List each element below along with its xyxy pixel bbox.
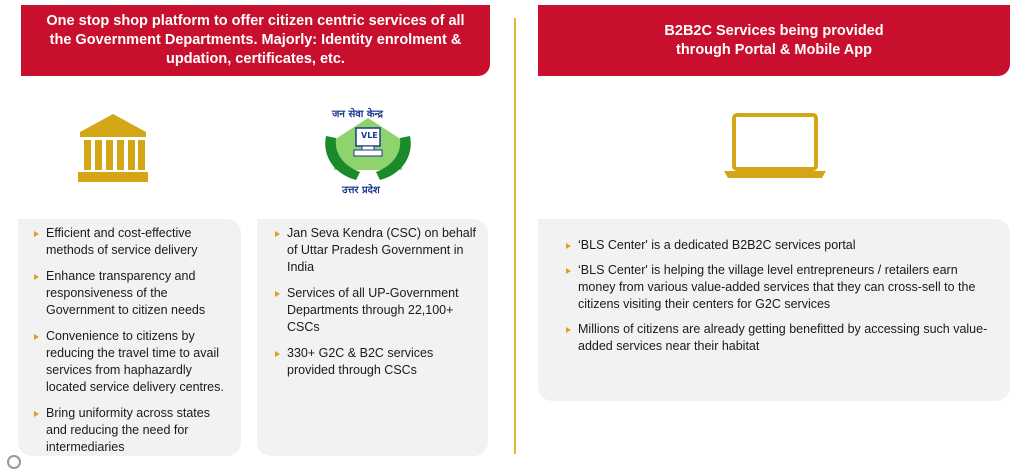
bullet-arrow-icon bbox=[34, 411, 39, 417]
circle-icon bbox=[7, 455, 21, 469]
list-item: Services of all UP-Government Departments through 22,100+ CSCs bbox=[273, 285, 480, 336]
benefits-list bbox=[32, 225, 233, 456]
laptop-icon bbox=[724, 113, 826, 180]
bullet-arrow-icon bbox=[275, 351, 280, 357]
bullet-arrow-icon bbox=[566, 327, 571, 333]
list-item: Millions of citizens are already getting benefitted by accessing such value-added services near their habitat bbox=[564, 321, 996, 355]
list-item: Efficient and cost-effective methods of service delivery bbox=[32, 225, 233, 259]
right-header-banner bbox=[538, 5, 1010, 76]
b2b2c-list bbox=[564, 237, 996, 355]
jan-seva-kendra-logo bbox=[320, 108, 416, 196]
csc-logo-bottom-text: उत्तर प्रदेश bbox=[342, 185, 380, 196]
csc-logo-badge: VLE bbox=[361, 131, 378, 140]
bullet-arrow-icon bbox=[275, 231, 280, 237]
list-item: Jan Seva Kendra (CSC) on behalf of Uttar Pradesh Government in India bbox=[273, 225, 480, 276]
bullet-arrow-icon bbox=[566, 268, 571, 274]
benefits-panel bbox=[18, 219, 241, 456]
list-item: Convenience to citizens by reducing the travel time to avail services from haphazardly located service delivery centres. bbox=[32, 328, 233, 396]
vertical-divider bbox=[514, 18, 516, 454]
left-header-banner bbox=[21, 5, 490, 76]
csc-logo-top-text: जन सेवा केन्द्र bbox=[332, 109, 383, 120]
bullet-arrow-icon bbox=[34, 274, 39, 280]
csc-list bbox=[273, 225, 480, 379]
bullet-arrow-icon bbox=[566, 243, 571, 249]
list-item: ‘BLS Center' is a dedicated B2B2C services portal bbox=[564, 237, 996, 254]
list-item: Bring uniformity across states and reducing the need for intermediaries bbox=[32, 405, 233, 456]
list-item: Enhance transparency and responsiveness of the Government to citizen needs bbox=[32, 268, 233, 319]
bullet-arrow-icon bbox=[275, 291, 280, 297]
list-item: 330+ G2C & B2C services provided through CSCs bbox=[273, 345, 480, 379]
right-banner-text: B2B2C Services being provided through Portal & Mobile App bbox=[664, 22, 884, 58]
government-building-icon bbox=[76, 112, 150, 184]
list-item: ‘BLS Center' is helping the village level entrepreneurs / retailers earn money from various value-added services that they can cross-sell to the citizens visiting their centers for G2C services bbox=[564, 262, 996, 313]
left-banner-text: One stop shop platform to offer citizen centric services of all the Government Departments. Majorly: Identity enrolment & updation, certificates, etc. bbox=[46, 13, 465, 67]
bullet-arrow-icon bbox=[34, 334, 39, 340]
b2b2c-panel bbox=[538, 219, 1010, 401]
bullet-arrow-icon bbox=[34, 231, 39, 237]
csc-panel bbox=[257, 219, 488, 456]
